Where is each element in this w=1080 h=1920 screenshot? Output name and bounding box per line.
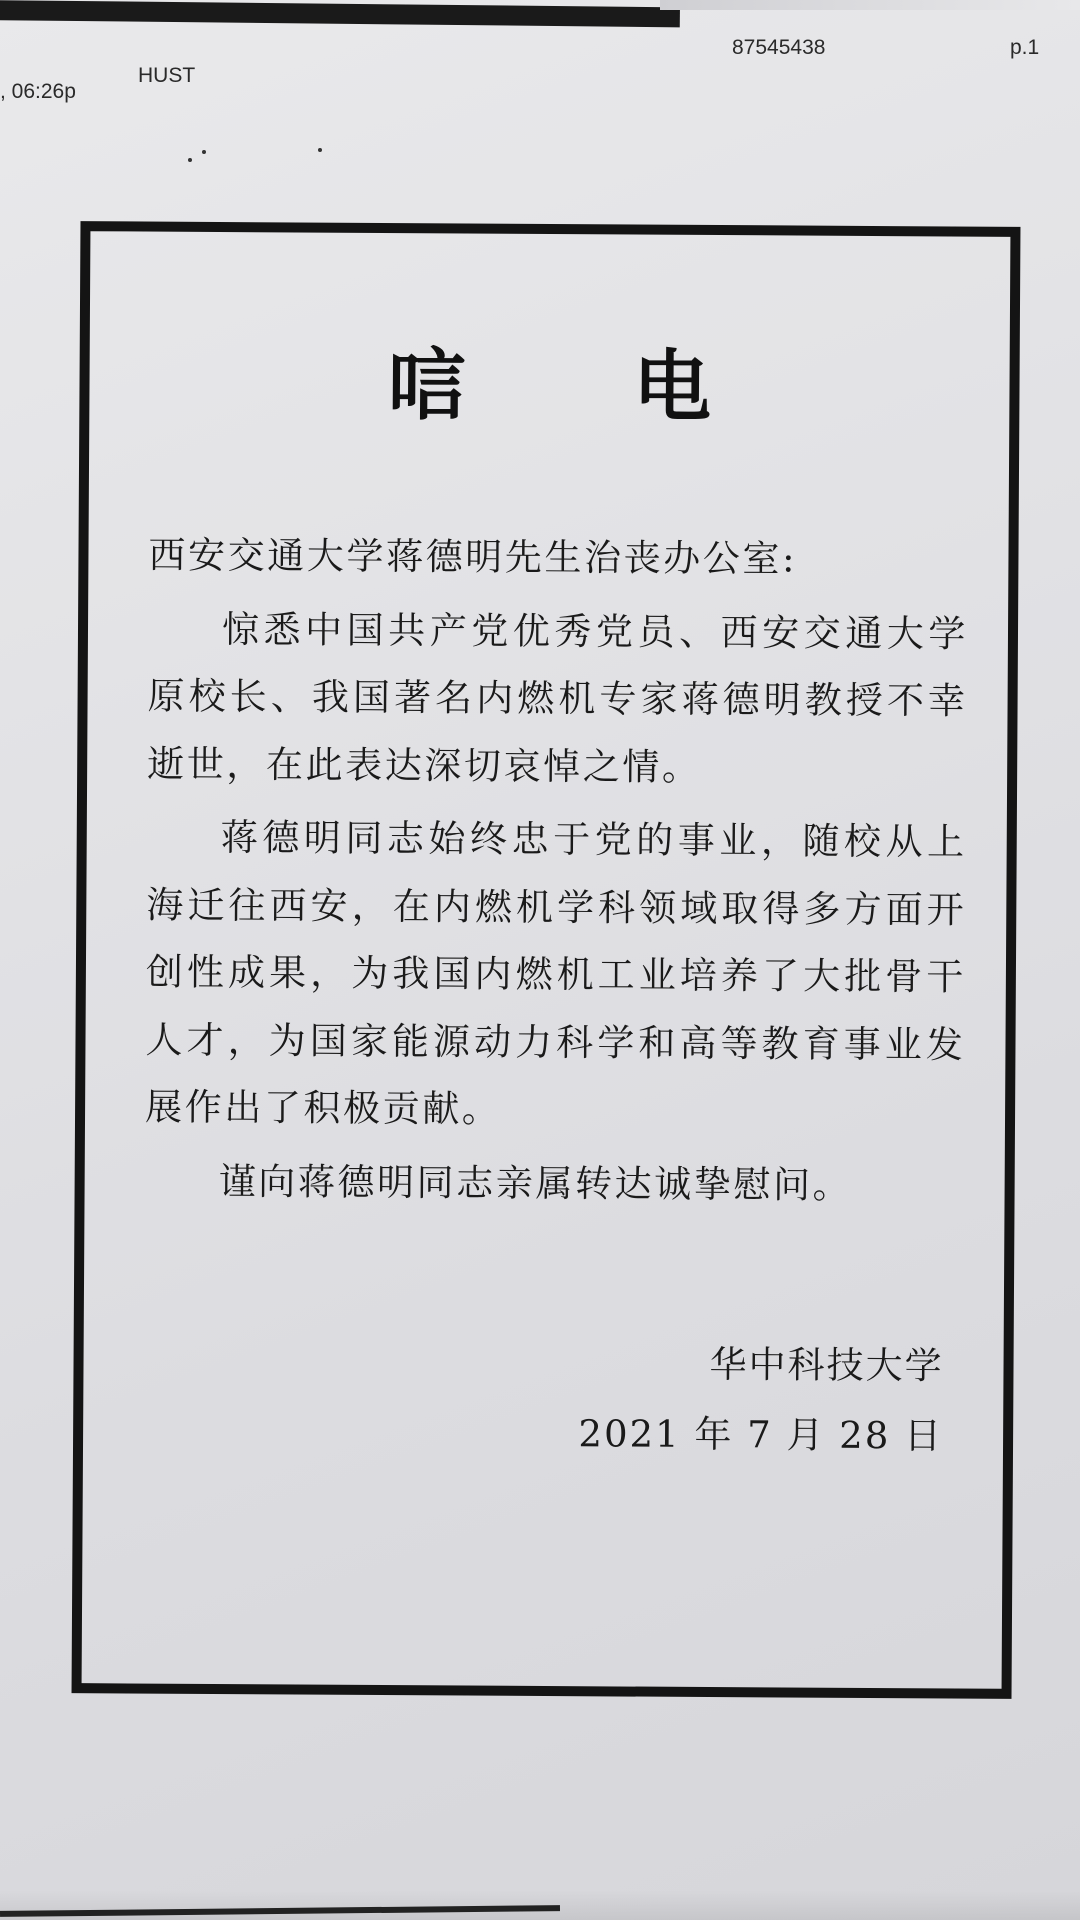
salutation: 西安交通大学蒋德明先生治丧办公室: [148,533,798,581]
paragraph: 谨向蒋德明同志亲属转达诚挚慰问。 [218,1159,853,1207]
paper-top-edge [660,0,1080,10]
document-border [72,221,1021,1699]
document-date: 2021 年 7 月 28 日 [578,1412,944,1458]
speck [188,158,192,162]
fax-time: , 06:26p [0,80,76,103]
speck [318,148,322,152]
document-title: 唁 电 [387,340,782,434]
fax-number: 87545438 [732,36,826,59]
document-body [144,522,968,1226]
fax-header [0,30,1080,110]
signature-block [578,1329,943,1471]
paragraph: 惊悉中国共产党优秀党员、西安交通大学原校长、我国著名内燃机专家蒋德明教授不幸逝世，在此表达深切哀悼之情。 [147,607,969,789]
sender-organization: 华中科技大学 [709,1343,944,1388]
paper-top-edge-shadow [0,0,680,27]
paragraph: 蒋德明同志始终忠于党的事业，随校从上海迁往西安，在内燃机学科领域取得多方面开创性成果，为我国内燃机工业培养了大批骨干人才，为国家能源动力科学和高等教育事业发展作出了积极贡献。 [144,816,967,1131]
fax-page-number: p.1 [1010,36,1040,59]
fax-sender: HUST [138,64,196,87]
speck [202,150,206,154]
